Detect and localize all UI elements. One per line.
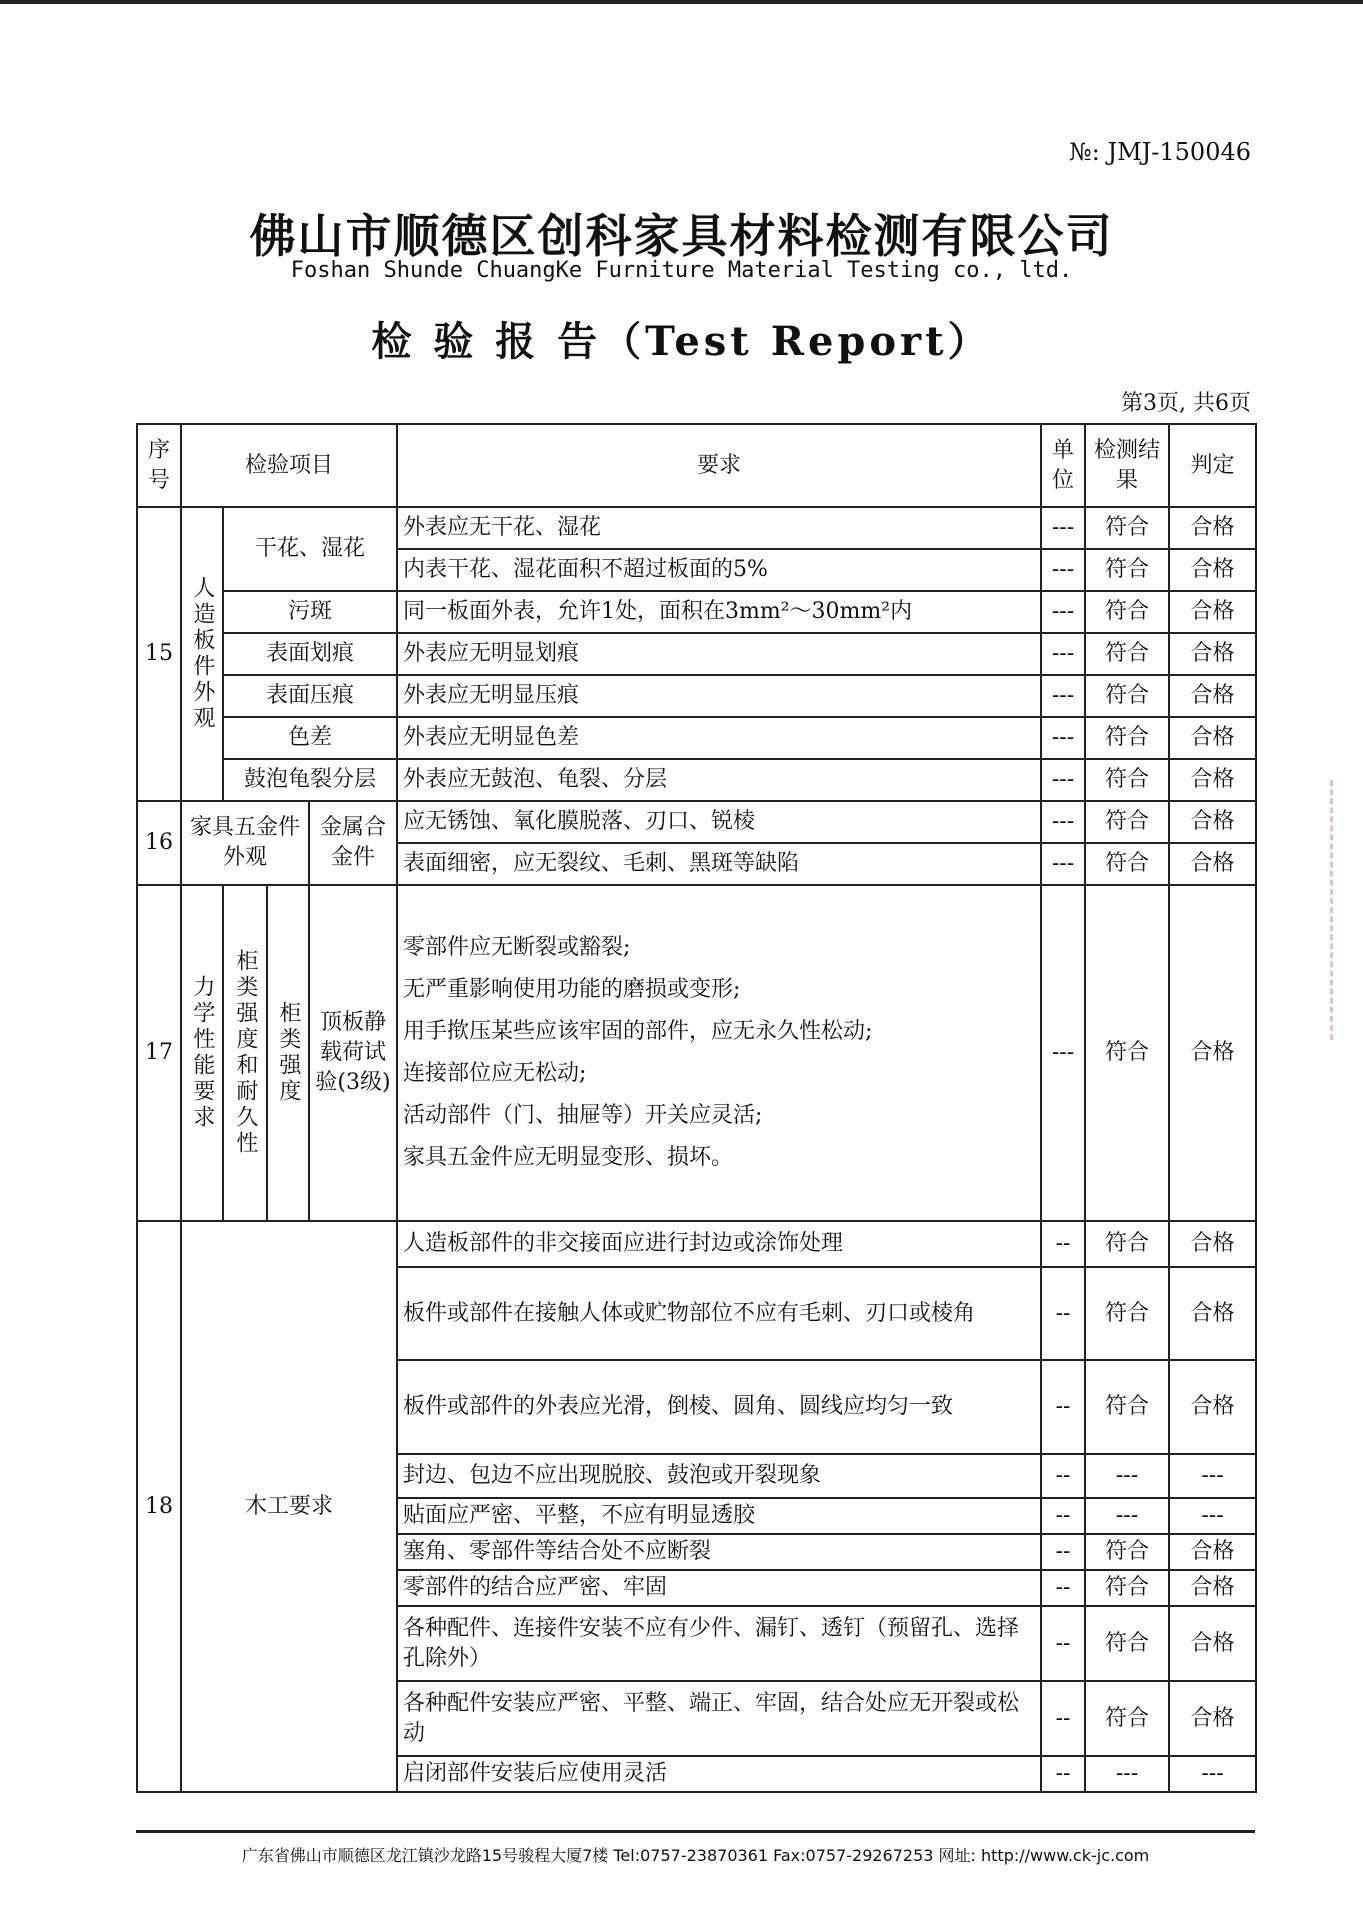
page-info: 第3页, 共6页 bbox=[1121, 391, 1251, 416]
g15-result-2: 符合 bbox=[1085, 591, 1169, 633]
g18-req-7: 各种配件、连接件安装不应有少件、漏钉、透钉（预留孔、选择孔除外） bbox=[397, 1606, 1041, 1681]
g17-c3: 柜类强度 bbox=[267, 885, 309, 1221]
g17-c1: 力学性能要求 bbox=[181, 885, 223, 1221]
g15-sub-6: 鼓泡龟裂分层 bbox=[223, 759, 397, 801]
g16-req-1: 表面细密，应无裂纹、毛刺、黑斑等缺陷 bbox=[397, 843, 1041, 885]
test-report-table bbox=[136, 423, 1257, 1793]
footer-divider bbox=[136, 1830, 1255, 1833]
g15-req-2: 同一板面外表，允许1处，面积在3mm²～30mm²内 bbox=[397, 591, 1041, 633]
g18-verdict-5: 合格 bbox=[1169, 1534, 1256, 1570]
g15-result-3: 符合 bbox=[1085, 633, 1169, 675]
g15-req-6: 外表应无鼓泡、龟裂、分层 bbox=[397, 759, 1041, 801]
table-row bbox=[137, 885, 1256, 1221]
g15-sub-3: 表面划痕 bbox=[223, 633, 397, 675]
g17-line: 连接部位应无松动; bbox=[403, 1061, 587, 1086]
g15-result-0: 符合 bbox=[1085, 507, 1169, 549]
g18-req-0: 人造板部件的非交接面应进行封边或涂饰处理 bbox=[397, 1221, 1041, 1267]
g18-req-3: 封边、包边不应出现脱胶、鼓泡或开裂现象 bbox=[397, 1454, 1041, 1498]
g18-verdict-4: --- bbox=[1169, 1498, 1256, 1534]
g18-unit-6: -- bbox=[1041, 1570, 1085, 1606]
g17-line: 活动部件（门、抽屉等）开关应灵活; bbox=[403, 1103, 763, 1128]
g15-unit-0: --- bbox=[1041, 507, 1085, 549]
g15-seq: 15 bbox=[137, 507, 181, 801]
top-border bbox=[0, 0, 1363, 4]
g15-req-0: 外表应无干花、湿花 bbox=[397, 507, 1041, 549]
g18-result-3: --- bbox=[1085, 1454, 1169, 1498]
g17-seq: 17 bbox=[137, 885, 181, 1221]
g18-result-8: 符合 bbox=[1085, 1681, 1169, 1756]
g17-line: 用手揿压某些应该牢固的部件，应无永久性松动; bbox=[403, 1019, 873, 1044]
doc-number: №: JMJ-150046 bbox=[1069, 138, 1251, 166]
g18-verdict-2: 合格 bbox=[1169, 1360, 1256, 1454]
g18-result-0: 符合 bbox=[1085, 1221, 1169, 1267]
footer-address: 广东省佛山市顺德区龙江镇沙龙路15号骏程大厦7楼 Tel:0757-23870361 Fax:0757-29267253 网址: http://www.ck-jc.com bbox=[241, 1846, 1150, 1865]
g18-result-5: 符合 bbox=[1085, 1534, 1169, 1570]
g18-unit-4: -- bbox=[1041, 1498, 1085, 1534]
g18-result-1: 符合 bbox=[1085, 1267, 1169, 1360]
g15-unit-6: --- bbox=[1041, 759, 1085, 801]
g18-result-6: 符合 bbox=[1085, 1570, 1169, 1606]
g16-result-1: 符合 bbox=[1085, 843, 1169, 885]
g15-result-4: 符合 bbox=[1085, 675, 1169, 717]
stamp-mark bbox=[1330, 780, 1363, 1040]
g18-unit-7: -- bbox=[1041, 1606, 1085, 1681]
g17-unit: --- bbox=[1041, 885, 1085, 1221]
g18-unit-5: -- bbox=[1041, 1534, 1085, 1570]
g18-result-2: 符合 bbox=[1085, 1360, 1169, 1454]
g15-req-5: 外表应无明显色差 bbox=[397, 717, 1041, 759]
g15-sub-0: 干花、湿花 bbox=[223, 507, 397, 591]
g15-result-5: 符合 bbox=[1085, 717, 1169, 759]
g15-unit-1: --- bbox=[1041, 549, 1085, 591]
company-name-cn: 佛山市顺德区创科家具材料检测有限公司 bbox=[249, 209, 1114, 263]
g18-result-9: --- bbox=[1085, 1756, 1169, 1792]
g18-unit-8: -- bbox=[1041, 1681, 1085, 1756]
g15-result-1: 符合 bbox=[1085, 549, 1169, 591]
g18-verdict-6: 合格 bbox=[1169, 1570, 1256, 1606]
table-row bbox=[137, 633, 1256, 675]
header-item: 检验项目 bbox=[181, 424, 397, 507]
header-requirement: 要求 bbox=[397, 424, 1041, 507]
g18-verdict-8: 合格 bbox=[1169, 1681, 1256, 1756]
g15-unit-4: --- bbox=[1041, 675, 1085, 717]
table-row bbox=[137, 591, 1256, 633]
g15-unit-2: --- bbox=[1041, 591, 1085, 633]
g18-req-9: 启闭部件安装后应使用灵活 bbox=[397, 1756, 1041, 1792]
g15-verdict-6: 合格 bbox=[1169, 759, 1256, 801]
g16-req-0: 应无锈蚀、氧化膜脱落、刃口、锐棱 bbox=[397, 801, 1041, 843]
table-row bbox=[137, 507, 1256, 549]
company-name-en: Foshan Shunde ChuangKe Furniture Material Testing co., ltd. bbox=[290, 258, 1073, 283]
g18-req-4: 贴面应严密、平整，不应有明显透胶 bbox=[397, 1498, 1041, 1534]
g15-verdict-5: 合格 bbox=[1169, 717, 1256, 759]
table-header-row bbox=[137, 424, 1256, 507]
g18-result-4: --- bbox=[1085, 1498, 1169, 1534]
g16-seq: 16 bbox=[137, 801, 181, 885]
g15-req-4: 外表应无明显压痕 bbox=[397, 675, 1041, 717]
g16-unit-0: --- bbox=[1041, 801, 1085, 843]
g15-category: 人造板件外观 bbox=[181, 507, 223, 801]
g15-verdict-1: 合格 bbox=[1169, 549, 1256, 591]
g15-req-1: 内表干花、湿花面积不超过板面的5% bbox=[397, 549, 1041, 591]
g18-req-6: 零部件的结合应严密、牢固 bbox=[397, 1570, 1041, 1606]
table-row bbox=[137, 1221, 1256, 1267]
g17-result: 符合 bbox=[1085, 885, 1169, 1221]
g15-verdict-0: 合格 bbox=[1169, 507, 1256, 549]
g16-verdict-0: 合格 bbox=[1169, 801, 1256, 843]
header-unit: 单位 bbox=[1041, 424, 1085, 507]
g17-line: 无严重影响使用功能的磨损或变形; bbox=[403, 977, 741, 1002]
g18-result-7: 符合 bbox=[1085, 1606, 1169, 1681]
g15-sub-4: 表面压痕 bbox=[223, 675, 397, 717]
g16-category: 家具五金件外观 bbox=[181, 801, 309, 885]
header-seq: 序号 bbox=[137, 424, 181, 507]
g18-unit-0: -- bbox=[1041, 1221, 1085, 1267]
g18-verdict-7: 合格 bbox=[1169, 1606, 1256, 1681]
g18-verdict-1: 合格 bbox=[1169, 1267, 1256, 1360]
g15-unit-5: --- bbox=[1041, 717, 1085, 759]
g17-c4: 顶板静载荷试验(3级) bbox=[309, 885, 397, 1221]
g18-unit-9: -- bbox=[1041, 1756, 1085, 1792]
g17-verdict: 合格 bbox=[1169, 885, 1256, 1221]
g18-req-5: 塞角、零部件等结合处不应断裂 bbox=[397, 1534, 1041, 1570]
g15-result-6: 符合 bbox=[1085, 759, 1169, 801]
table-row bbox=[137, 675, 1256, 717]
g15-sub-2: 污斑 bbox=[223, 591, 397, 633]
g16-unit-1: --- bbox=[1041, 843, 1085, 885]
g15-req-3: 外表应无明显划痕 bbox=[397, 633, 1041, 675]
g17-c2: 柜类强度和耐久性 bbox=[223, 885, 267, 1221]
g17-line: 家具五金件应无明显变形、损坏。 bbox=[403, 1145, 734, 1170]
g15-unit-3: --- bbox=[1041, 633, 1085, 675]
g18-req-2: 板件或部件的外表应光滑，倒棱、圆角、圆线应均匀一致 bbox=[397, 1360, 1041, 1454]
header-verdict: 判定 bbox=[1169, 424, 1256, 507]
g18-req-1: 板件或部件在接触人体或贮物部位不应有毛刺、刃口或棱角 bbox=[397, 1267, 1041, 1360]
g16-result-0: 符合 bbox=[1085, 801, 1169, 843]
g18-unit-3: -- bbox=[1041, 1454, 1085, 1498]
g15-verdict-2: 合格 bbox=[1169, 591, 1256, 633]
header-result: 检测结果 bbox=[1085, 424, 1169, 507]
g16-verdict-1: 合格 bbox=[1169, 843, 1256, 885]
g18-verdict-3: --- bbox=[1169, 1454, 1256, 1498]
g18-unit-2: -- bbox=[1041, 1360, 1085, 1454]
g18-verdict-0: 合格 bbox=[1169, 1221, 1256, 1267]
g17-req bbox=[397, 885, 1041, 1221]
report-title: 检 验 报 告（Test Report） bbox=[371, 318, 992, 365]
g18-seq: 18 bbox=[137, 1221, 181, 1792]
table-row bbox=[137, 759, 1256, 801]
g16-sub: 金属合金件 bbox=[309, 801, 397, 885]
g15-sub-5: 色差 bbox=[223, 717, 397, 759]
g15-verdict-3: 合格 bbox=[1169, 633, 1256, 675]
g18-category: 木工要求 bbox=[181, 1221, 397, 1792]
g18-verdict-9: --- bbox=[1169, 1756, 1256, 1792]
g18-unit-1: -- bbox=[1041, 1267, 1085, 1360]
g18-req-8: 各种配件安装应严密、平整、端正、牢固，结合处应无开裂或松动 bbox=[397, 1681, 1041, 1756]
table-row bbox=[137, 717, 1256, 759]
g15-verdict-4: 合格 bbox=[1169, 675, 1256, 717]
g17-line: 零部件应无断裂或豁裂; bbox=[403, 935, 631, 960]
table-row bbox=[137, 801, 1256, 843]
